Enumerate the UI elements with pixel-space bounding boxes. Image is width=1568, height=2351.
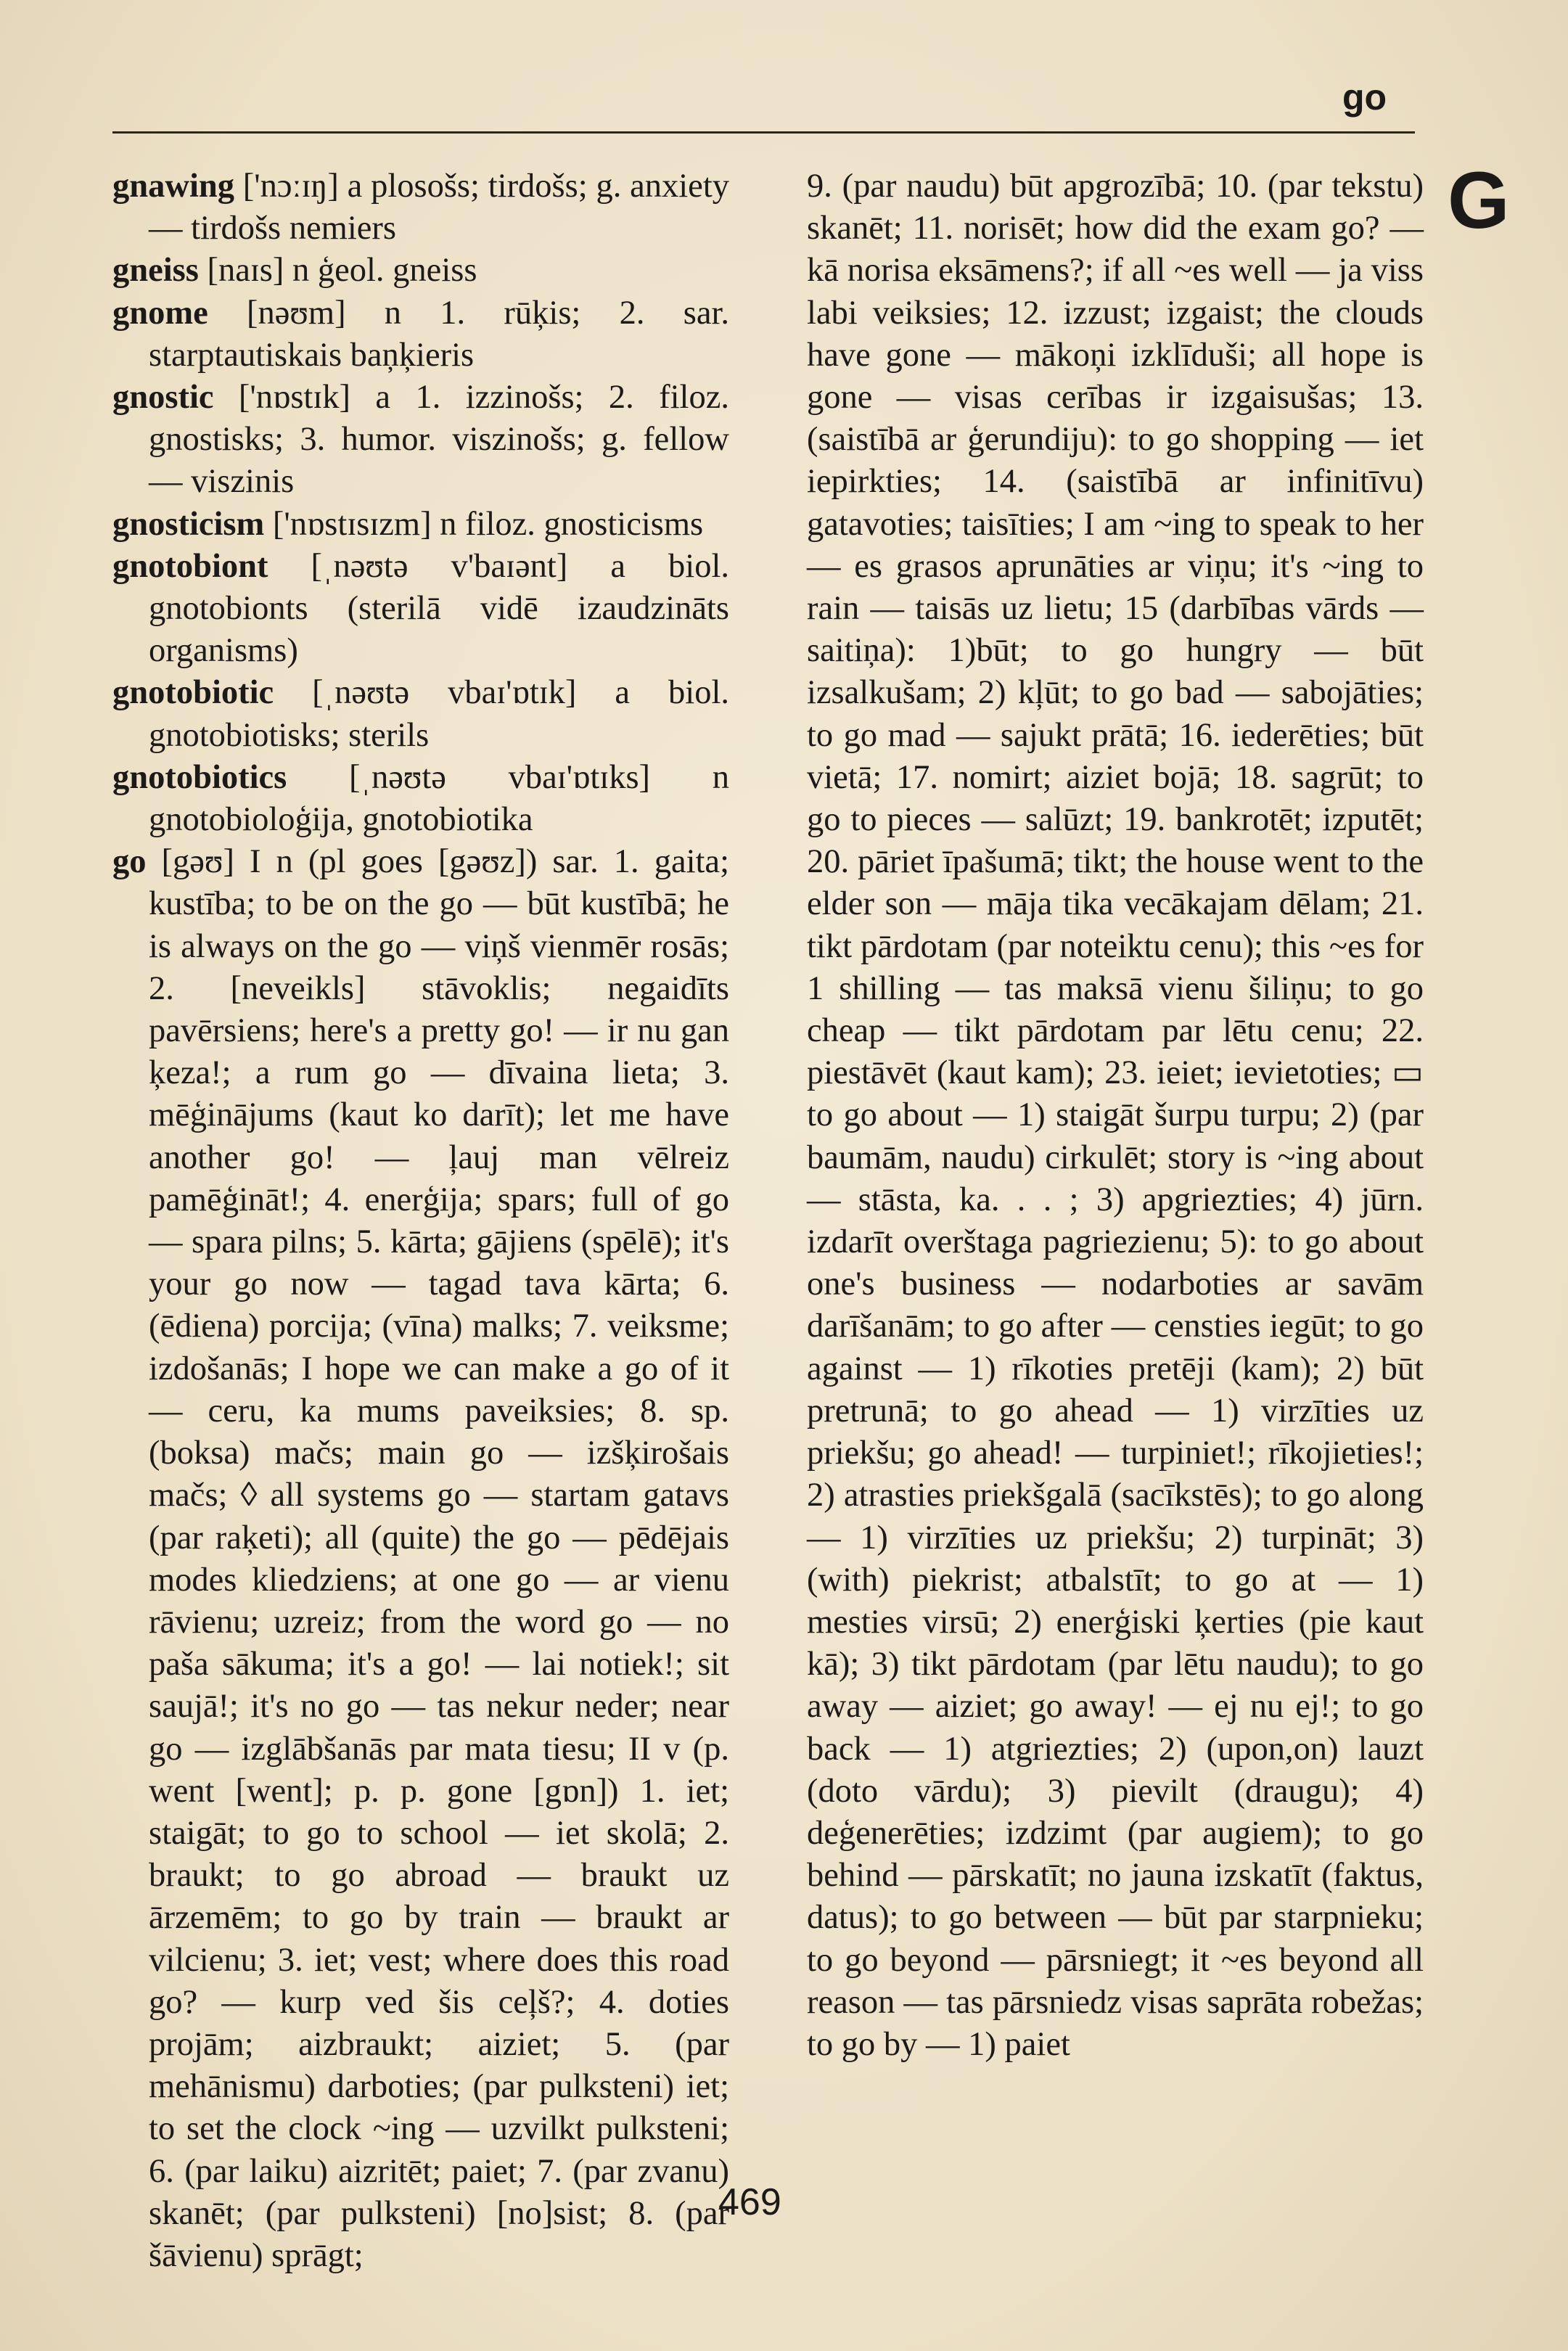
entry-body: [ˌnəʊtə v'baɪənt] a biol. gnotobionts (sterilā vidē izaudzināts organisms) [149, 547, 729, 670]
entry-headword: gnawing [112, 168, 234, 205]
dictionary-entry [112, 841, 729, 2277]
dictionary-entry [112, 504, 729, 546]
entry-body: ['nɒstɪk] a 1. izzinošs; 2. filoz. gnostisks; 3. humor. viszinošs; g. fellow — viszinis [149, 379, 729, 501]
header-rule [112, 131, 1415, 134]
entry-body: ['nɒstɪsɪzm] n filoz. gnosticisms [264, 505, 704, 543]
entry-body: [gəʊ] I n (pl goes [gəʊz]) sar. 1. gaita; kustība; to be on the go — būt kustībā; he is always on the go — viņš vienmēr rosās; 2. [neveikls] stāvoklis; negaidīts pavērsiens; here's a pretty go! — ir nu gan ķeza!; a rum go — dīvaina lieta; 3. mēģinājums (kaut ko darīt); let me have another go! — ļauj man vēlreiz pamēģināt!; 4. enerģija; spars; full of go — spara pilns; 5. kārta; gājiens (spēlē); it's your go now — tagad tava kārta; 6. (ēdiena) porcija; (vīna) malks; 7. veiksme; izdošanās; I hope we can make a go of it — ceru, ka mums paveiksies; 8. sp. (boksa) mačs; main go — izšķirošais mačs; ◊ all systems go — startam gatavs (par raķeti); all (quite) the go — pēdējais modes kliedziens; at one go — ar vienu rāvienu; uzreiz; from the word go — no paša sākuma; it's a go! — lai notiek!; sit saujā!; it's no go — tas nekur neder; near go — izglābšanās par mata tiesu; II v (p. went [went]; p. p. gone [gɒn]) 1. iet; staigāt; to go to school — iet skolā; 2. braukt; to go abroad — braukt uz ārzemēm; to go by train — braukt ar vilcienu; 3. iet; vest; where does this road go? — kurp ved šis ceļš?; 4. doties projām; aizbraukt; aiziet; 5. (par mehānismu) darboties; (par pulksteni) iet; to set the clock ~ing — uzvilkt pulksteni; 6. (par laiku) aizritēt; paiet; 7. (par zvanu) skanēt; (par pulksteni) [no]sist; 8. (par šāvienu) sprāgt; [146, 843, 729, 2274]
dictionary-entry [112, 757, 729, 841]
entry-headword: gnome [112, 294, 208, 332]
left-column [112, 165, 729, 2277]
entry-body: [ˌnəʊtə vbaɪ'ɒtɪks] n gnotobioloģija, gnotobiotika [149, 758, 729, 839]
entry-headword: gnotobiotics [112, 758, 287, 796]
dictionary-entry [112, 546, 729, 673]
entry-body: [nəʊm] n 1. rūķis; 2. sar. starptautiskais baņķieris [149, 294, 729, 374]
entry-body: ['nɔːɪŋ] a plosošs; tirdošs; g. anxiety — tirdošs nemiers [149, 168, 729, 247]
dictionary-entry [112, 165, 729, 250]
entry-headword: gnosticism [112, 505, 265, 543]
entry-headword: gnostic [112, 379, 214, 417]
entry-continuation: 9. (par naudu) būt apgrozībā; 10. (par tekstu) skanēt; 11. norisēt; how did the exam go? — kā norisa eksāmens?; if all ~es well — ja viss labi veiksies; 12. izzust; izgaist; the clouds have gone — mākoņi izklīduši; all hope is gone — visas cerības ir izgaisušas; 13. (saistībā ar ģerundiju): to go shopping — iet iepirkties; 14. (saistībā ar infinitīvu) gatavoties; taisīties; I am ~ing to speak to her — es grasos aprunāties ar viņu; it's ~ing to rain — taisās uz lietu; 15 (darbības vārds — saitiņa): 1)būt; to go hungry — būt izsalkušam; 2) kļūt; to go bad — sabojāties; to go mad — sajukt prātā; 16. iederēties; būt vietā; 17. nomirt; aiziet bojā; 18. sagrūt; to go to pieces — salūzt; 19. bankrotēt; izputēt; 20. pāriet īpašumā; tikt; the house went to the elder son — māja tika vecākajam dēlam; 21. tikt pārdotam (par noteiktu cenu); this ~es for 1 shilling — tas maksā vienu šiliņu; to go cheap — tikt pārdotam par lētu cenu; 22. piestāvēt (kaut kam); 23. ieiet; ievietoties; ▭ to go about — 1) staigāt šurpu turpu; 2) (par baumām, naudu) cirkulēt; story is ~ing about — stāsta, ka. . . ; 3) apgriezties; 4) jūrn. izdarīt overštaga pagriezienu; 5): to go about one's business — nodarboties ar savām darīšanām; to go after — censties iegūt; to go against — 1) rīkoties pretēji (kam); 2) būt pretrunā; to go ahead — 1) virzīties uz priekšu; go ahead! — turpiniet!; rīkojieties!; 2) atrasties priekšgalā (sacīkstēs); to go along — 1) virzīties uz priekšu; 2) turpināt; 3) (with) piekrist; atbalstīt; to go at — 1) mesties virsū; 2) enerģiski ķerties (pie kaut kā); 3) tikt pārdotam (par lētu naudu); to go away — aiziet; go away! — ej nu ej!; to go back — 1) atgriezties; 2) (upon,on) lauzt (doto vārdu); 3) pievilt (draugu); 4) deģenerēties; izdzimt (par augiem); to go behind — pārskatīt; no jauna izskatīt (faktus, datus); to go between — būt par starpnieku; to go beyond — pārsniegt; it ~es beyond all reason — tas pārsniedz visas saprāta robežas; to go by — 1) paiet [807, 168, 1424, 2063]
entry-headword: go [112, 843, 147, 881]
entry-body: [naɪs] n ģeol. gneiss [198, 252, 477, 290]
guide-word: go [1342, 77, 1387, 118]
dictionary-entry [112, 250, 729, 292]
dictionary-entry [112, 292, 729, 377]
thumb-index-letter: G [1448, 156, 1510, 245]
entry-headword: gnotobiont [112, 547, 268, 585]
dictionary-entry [112, 377, 729, 504]
right-column [807, 165, 1424, 2066]
dictionary-entry [112, 672, 729, 756]
entry-headword: gnotobiotic [112, 674, 274, 712]
page-number: 469 [718, 2181, 781, 2223]
entry-headword: gneiss [112, 252, 199, 290]
entry-body: [ˌnəʊtə vbaɪ'ɒtɪk] a biol. gnotobiotisks; sterils [149, 674, 729, 754]
